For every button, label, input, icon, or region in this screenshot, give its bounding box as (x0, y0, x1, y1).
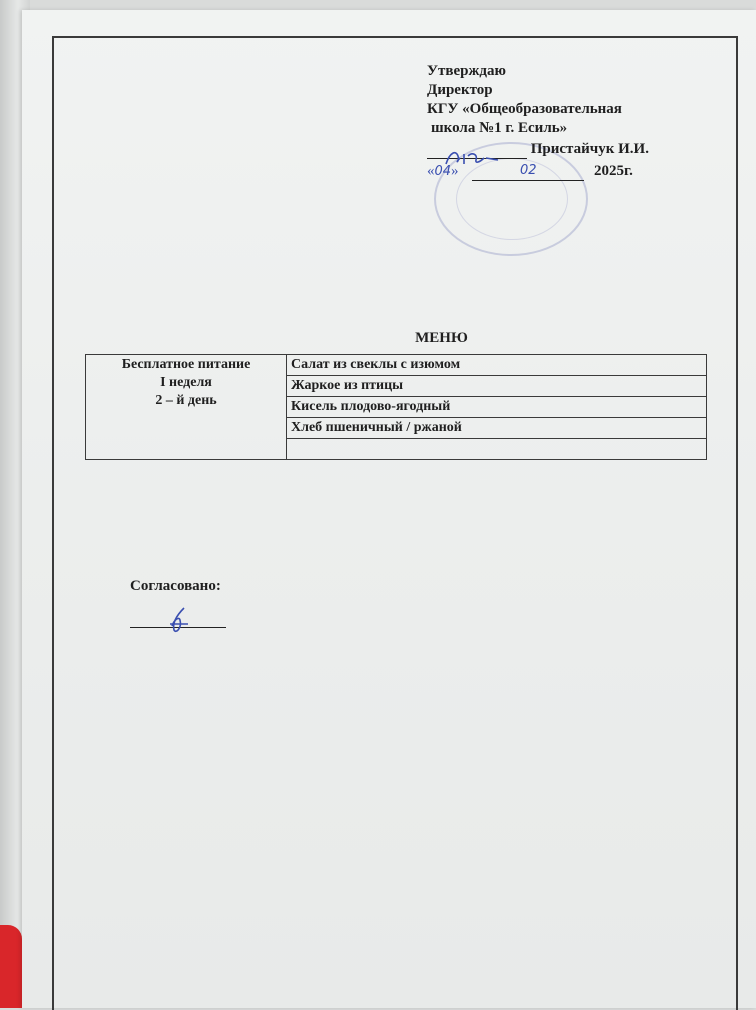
date-day: 04 (434, 164, 452, 179)
date-close-quote: » (451, 163, 459, 179)
org-line-2: школа №1 г. Есиль» (431, 120, 568, 136)
org-line-1: КГУ «Общеобразовательная (427, 101, 622, 117)
signer-name: Пристайчук И.И. (530, 141, 649, 157)
menu-title: МЕНЮ (415, 330, 468, 346)
document-sheet (22, 10, 756, 1008)
menu-table (85, 354, 707, 460)
menu-item: Хлеб пшеничный / ржаной (287, 418, 707, 439)
agreed-label: Согласовано: (130, 578, 221, 594)
menu-item-empty (287, 439, 707, 460)
menu-item: Салат из свеклы с изюмом (287, 355, 707, 376)
meal-type: Бесплатное питание (121, 357, 251, 372)
page-frame (52, 36, 738, 1010)
menu-item: Кисель плодово-ягодный (287, 397, 707, 418)
approve-label: Утверждаю (427, 63, 506, 79)
red-folder-tab (0, 925, 22, 1008)
day-label: 2 – й день (155, 393, 217, 408)
date-month: 02 (520, 163, 537, 178)
agreed-signature (164, 606, 194, 636)
date-year: 2025г. (594, 163, 633, 179)
date-open-quote: « (427, 163, 435, 179)
week-label: I неделя (160, 375, 212, 390)
menu-item: Жаркое из птицы (287, 376, 707, 397)
director-signature (442, 146, 502, 172)
director-label: Директор (427, 82, 493, 98)
meal-info-cell (86, 355, 287, 460)
table-row (86, 355, 707, 376)
